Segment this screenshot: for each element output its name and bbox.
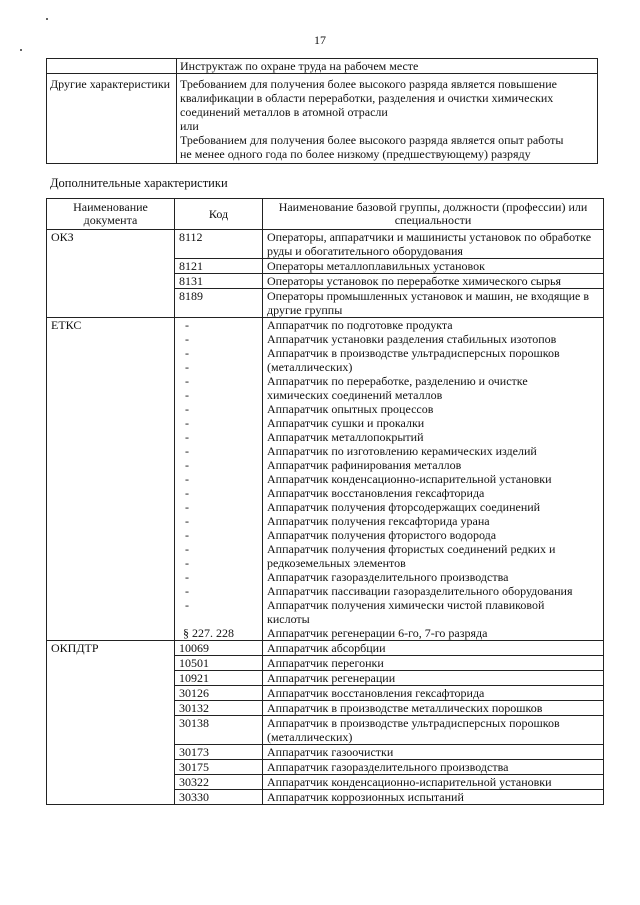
etks-profession: Аппаратчик получения химически чистой плавиковой [267, 598, 545, 612]
etks-profession: Аппаратчик газоразделительного производства [267, 570, 509, 584]
code-cell: 8189 [175, 289, 263, 318]
etks-profession: Аппаратчик регенерации 6-го, 7-го разряда [267, 626, 488, 640]
okpdtr-section [47, 641, 604, 805]
etks-profession: Аппаратчик получения гексафторида урана [267, 514, 490, 528]
header-document: Наименование документа [47, 199, 175, 230]
name-cell: Аппаратчик в производстве металлических порошков [263, 701, 604, 716]
etks-profession: Аппаратчик получения фтористых соединений редких и [267, 542, 556, 556]
etks-code-cell [175, 318, 263, 641]
code-cell: 30138 [175, 716, 263, 745]
etks-code-dash: - [185, 388, 189, 402]
doc-okpdtr: ОКПДТР [47, 641, 175, 805]
etks-code-dash: - [185, 402, 189, 416]
etks-profession: Аппаратчик в производстве ультрадисперсных порошков [267, 346, 560, 360]
table-header-row [47, 199, 604, 230]
name-cell: Аппаратчик газоочистки [263, 745, 604, 760]
text-line: не менее одного года по более низкому (предшествующему) разряду [180, 147, 531, 161]
name-cell: Операторы промышленных установок и машин, не входящие в другие группы [263, 289, 604, 318]
etks-name-cell [263, 318, 604, 641]
etks-code-dash: - [185, 374, 189, 388]
code-cell: 10069 [175, 641, 263, 656]
etks-code-dash [179, 612, 262, 626]
etks-profession: химических соединений металлов [267, 388, 443, 402]
code-cell: 30132 [175, 701, 263, 716]
name-cell: Аппаратчик конденсационно-испарительной установки [263, 775, 604, 790]
etks-code-dash: - [185, 514, 189, 528]
etks-code-dash: - [185, 360, 189, 374]
other-characteristics-text [177, 74, 598, 164]
etks-code-dash: - [185, 598, 189, 612]
etks-profession: редкоземельных элементов [267, 556, 406, 570]
etks-profession: Аппаратчик конденсационно-испарительной установки [267, 472, 552, 486]
etks-code-dash: - [185, 500, 189, 514]
code-cell: 10921 [175, 671, 263, 686]
table-row [47, 59, 598, 74]
name-cell: Аппаратчик газоразделительного производства [263, 760, 604, 775]
name-cell: Аппаратчик абсорбции [263, 641, 604, 656]
etks-code-dash: - [185, 472, 189, 486]
other-characteristics-label: Другие характеристики [47, 74, 177, 164]
etks-profession: (металлических) [267, 360, 353, 374]
etks-profession: кислоты [267, 612, 310, 626]
additional-characteristics-title: Дополнительные характеристики [50, 176, 228, 190]
header-name: Наименование базовой группы, должности (профессии) или специальности [263, 199, 604, 230]
table-row [47, 641, 604, 656]
text-line: соединений металлов в атомной отрасли [180, 105, 388, 119]
doc-okz: ОКЗ [47, 230, 175, 318]
etks-code-dash: - [185, 486, 189, 500]
qualification-table [46, 58, 598, 164]
etks-code-dash: - [185, 528, 189, 542]
doc-etks: ЕТКС [47, 318, 175, 641]
etks-paragraph-code: § 227. 228 [183, 626, 234, 640]
etks-code-dash: - [185, 332, 189, 346]
etks-code-dash: - [185, 416, 189, 430]
etks-profession: Аппаратчик по переработке, разделению и очистке [267, 374, 528, 388]
name-cell: Аппаратчик перегонки [263, 656, 604, 671]
code-cell: 8131 [175, 274, 263, 289]
text-line: квалификации в области переработки, разделения и очистки химических [180, 91, 554, 105]
etks-code-dash: - [185, 570, 189, 584]
code-cell: 8121 [175, 259, 263, 274]
code-cell: 30173 [175, 745, 263, 760]
name-cell: Операторы металлоплавильных установок [263, 259, 604, 274]
text-line: Требованием для получения более высокого разряда является опыт работы [180, 133, 564, 147]
name-cell: Аппаратчик восстановления гексафторида [263, 686, 604, 701]
etks-code-dash: - [185, 346, 189, 360]
code-cell: 30330 [175, 790, 263, 805]
etks-code-dash: - [185, 584, 189, 598]
additional-characteristics-table [46, 198, 604, 805]
etks-profession: Аппаратчик по подготовке продукта [267, 318, 453, 332]
etks-profession: Аппаратчик металлопокрытий [267, 430, 424, 444]
name-cell: Аппаратчик коррозионных испытаний [263, 790, 604, 805]
name-cell: Операторы, аппаратчики и машинисты установок по обработке руды и обогатительного оборудования [263, 230, 604, 259]
etks-profession: Аппаратчик опытных процессов [267, 402, 434, 416]
text-line: или [180, 119, 199, 133]
table-row [47, 318, 604, 641]
etks-profession: Аппаратчик по изготовлению керамических изделий [267, 444, 537, 458]
code-cell: 8112 [175, 230, 263, 259]
etks-code-dash: - [185, 430, 189, 444]
etks-profession: Аппаратчик рафинирования металлов [267, 458, 462, 472]
code-cell: 30322 [175, 775, 263, 790]
code-cell: 30126 [175, 686, 263, 701]
etks-section [47, 318, 604, 641]
table-row [47, 74, 598, 164]
name-cell: Аппаратчик в производстве ультрадисперсных порошков (металлических) [263, 716, 604, 745]
etks-profession: Аппаратчик сушки и прокалки [267, 416, 425, 430]
okz-section [47, 230, 604, 318]
name-cell: Аппаратчик регенерации [263, 671, 604, 686]
name-cell: Операторы установок по переработке химического сырья [263, 274, 604, 289]
text-line: Требованием для получения более высокого разряда является повышение [180, 77, 557, 91]
etks-profession: Аппаратчик восстановления гексафторида [267, 486, 485, 500]
etks-code-dash: - [185, 458, 189, 472]
etks-code-dash: - [185, 444, 189, 458]
code-cell: 30175 [175, 760, 263, 775]
empty-cell [47, 59, 177, 74]
page-number: 17 [314, 33, 326, 47]
etks-profession: Аппаратчик получения фторсодержащих соединений [267, 500, 541, 514]
etks-code-dash: - [185, 318, 189, 332]
briefing-cell: Инструктаж по охране труда на рабочем месте [177, 59, 598, 74]
etks-code-dash: - [185, 542, 189, 556]
etks-profession: Аппаратчик получения фтористого водорода [267, 528, 497, 542]
etks-profession: Аппаратчик установки разделения стабильных изотопов [267, 332, 557, 346]
code-cell: 10501 [175, 656, 263, 671]
table-row [47, 230, 604, 259]
header-code: Код [175, 199, 263, 230]
scan-mark [46, 18, 48, 20]
etks-profession: Аппаратчик пассивации газоразделительного оборудования [267, 584, 573, 598]
scan-mark [20, 49, 22, 51]
etks-code-dash: - [185, 556, 189, 570]
